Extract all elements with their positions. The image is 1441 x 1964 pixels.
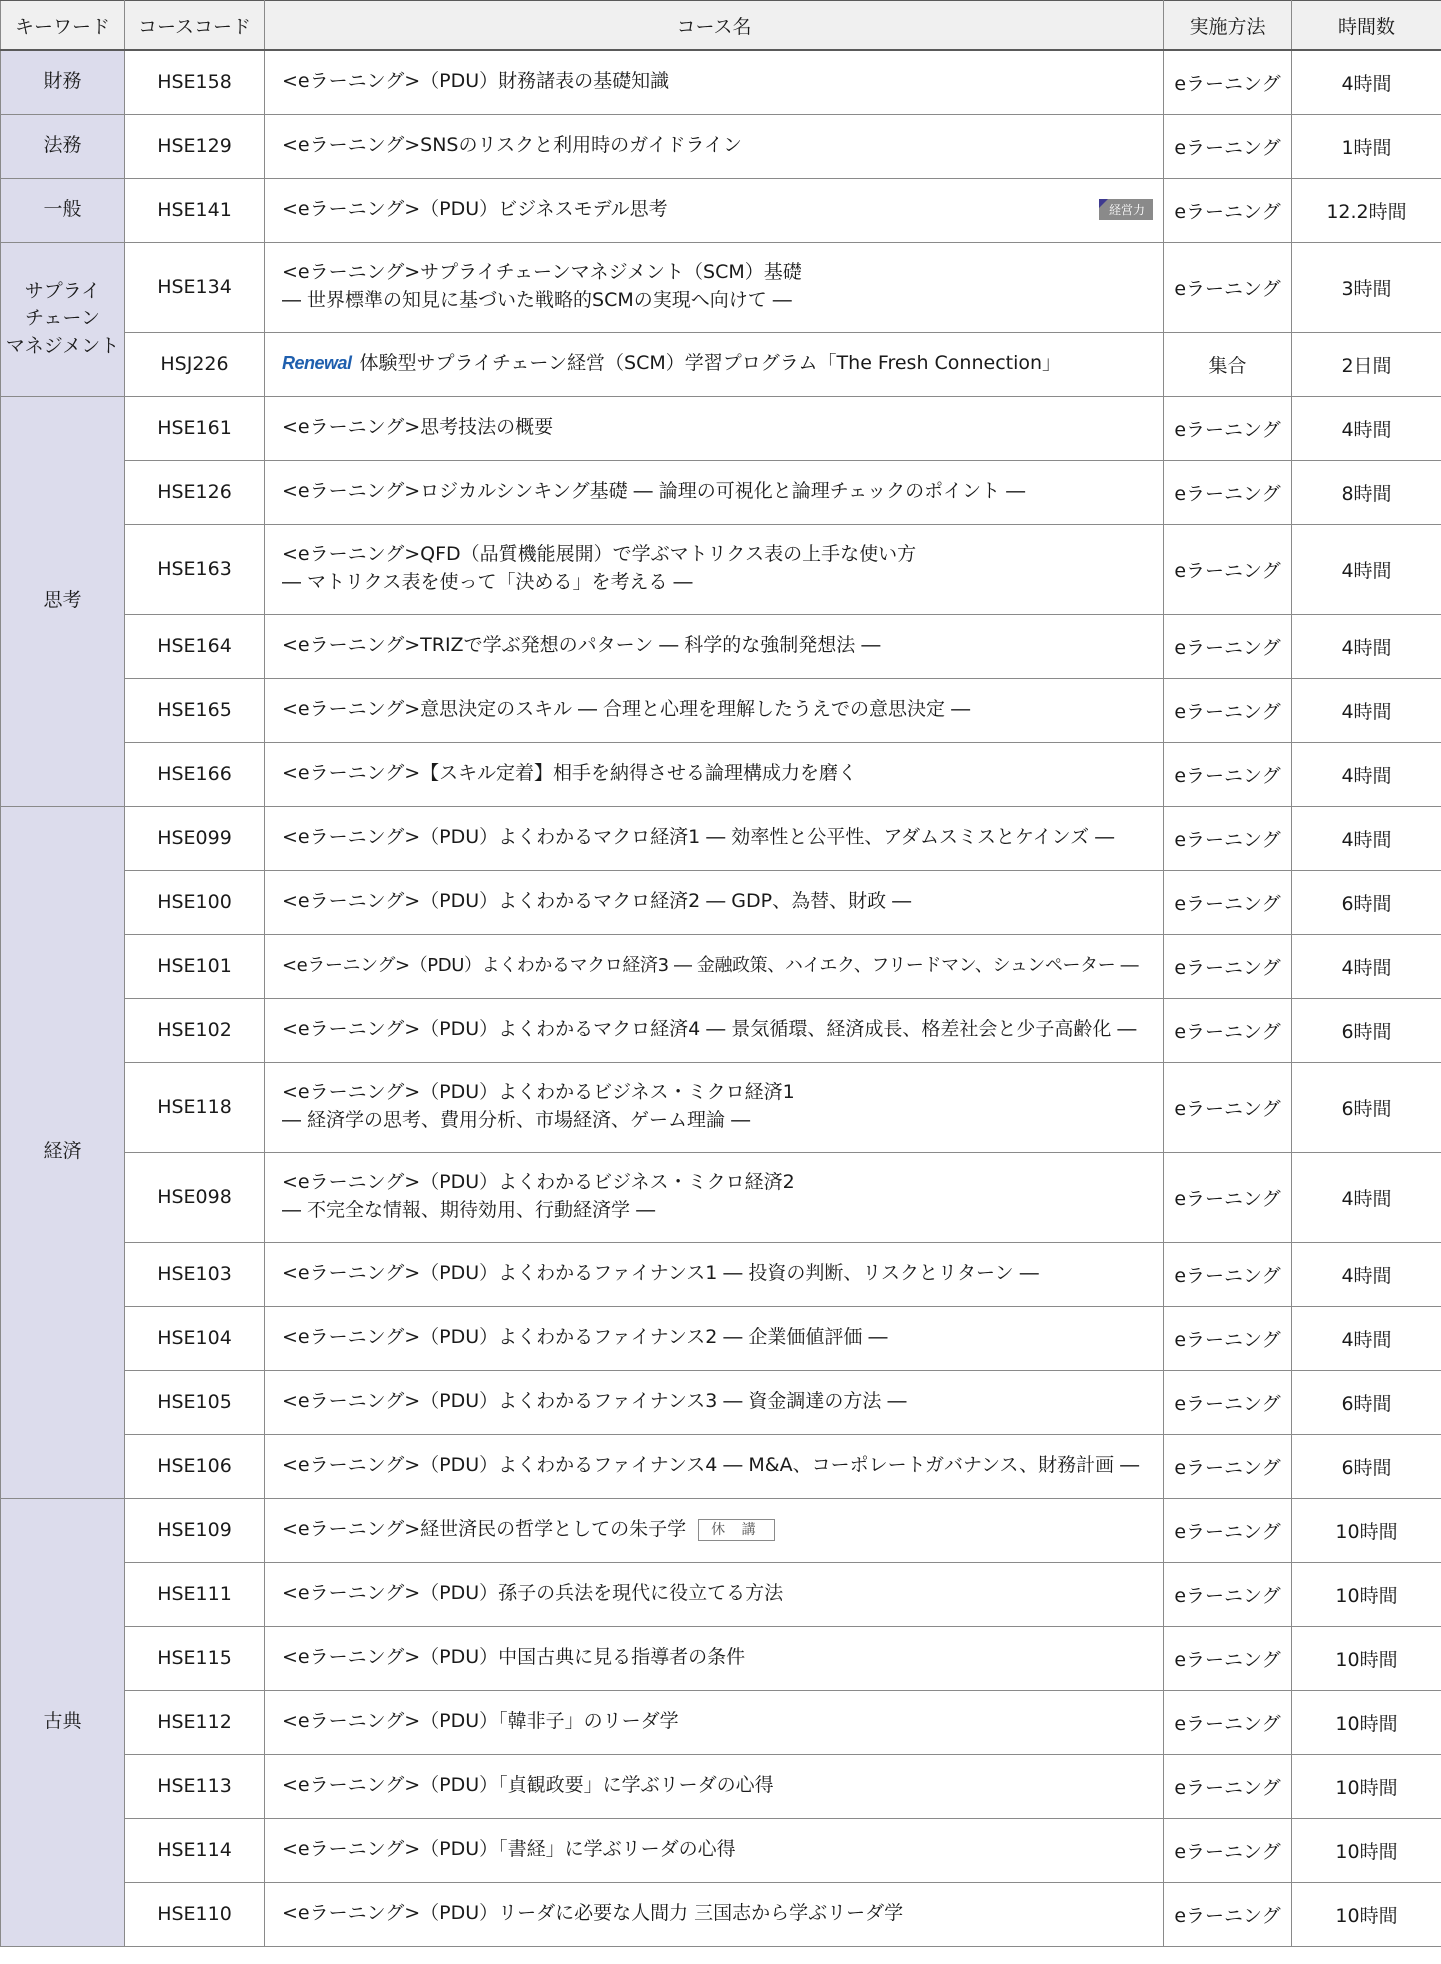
course-method: eラーニング bbox=[1164, 242, 1292, 332]
table-row bbox=[1, 1562, 1441, 1626]
keyword-cell: 財務 bbox=[1, 50, 125, 114]
course-code: HSE163 bbox=[125, 524, 265, 614]
course-code: HSE109 bbox=[125, 1498, 265, 1562]
course-name: <eラーニング>SNSのリスクと利用時のガイドライン bbox=[265, 114, 1164, 178]
table-row bbox=[1, 50, 1441, 114]
course-method: eラーニング bbox=[1164, 998, 1292, 1062]
course-name: <eラーニング>（PDU）よくわかるビジネス・ミクロ経済1 bbox=[282, 1081, 795, 1104]
course-method: eラーニング bbox=[1164, 1626, 1292, 1690]
course-hours: 12.2時間 bbox=[1292, 178, 1441, 242]
course-name: <eラーニング>（PDU）財務諸表の基礎知識 bbox=[265, 50, 1164, 114]
table-row bbox=[1, 1152, 1441, 1242]
course-hours: 10時間 bbox=[1292, 1818, 1441, 1882]
keyword-cell: 一般 bbox=[1, 178, 125, 242]
course-method: eラーニング bbox=[1164, 742, 1292, 806]
course-name: <eラーニング>意思決定のスキル ― 合理と心理を理解したうえでの意思決定 ― bbox=[265, 678, 1164, 742]
course-subtitle: ― 世界標準の知見に基づいた戦略的SCMの実現へ向けて ― bbox=[282, 289, 792, 311]
course-code: HSE106 bbox=[125, 1434, 265, 1498]
course-code: HSE103 bbox=[125, 1242, 265, 1306]
course-name-cell bbox=[265, 1062, 1164, 1152]
course-name: <eラーニング>（PDU）よくわかるマクロ経済1 ― 効率性と公平性、アダムスミスとケインズ ― bbox=[265, 806, 1164, 870]
course-hours: 6時間 bbox=[1292, 870, 1441, 934]
keieiryoku-badge: 経営力 bbox=[1099, 199, 1153, 220]
course-hours: 6時間 bbox=[1292, 1434, 1441, 1498]
table-row bbox=[1, 614, 1441, 678]
course-code: HSE141 bbox=[125, 178, 265, 242]
course-code: HSE166 bbox=[125, 742, 265, 806]
course-name-cell bbox=[265, 524, 1164, 614]
keyword-cell: 思考 bbox=[1, 396, 125, 806]
course-method: eラーニング bbox=[1164, 178, 1292, 242]
course-method: eラーニング bbox=[1164, 1152, 1292, 1242]
header-row bbox=[1, 1, 1441, 51]
course-method: eラーニング bbox=[1164, 1818, 1292, 1882]
course-method: eラーニング bbox=[1164, 1754, 1292, 1818]
course-method: eラーニング bbox=[1164, 678, 1292, 742]
header-hours: 時間数 bbox=[1292, 1, 1441, 51]
course-method: eラーニング bbox=[1164, 806, 1292, 870]
course-code: HSE102 bbox=[125, 998, 265, 1062]
course-method: eラーニング bbox=[1164, 114, 1292, 178]
keyword-cell: 古典 bbox=[1, 1498, 125, 1946]
course-method: eラーニング bbox=[1164, 1242, 1292, 1306]
course-name: <eラーニング>（PDU）「貞観政要」に学ぶリーダの心得 bbox=[265, 1754, 1164, 1818]
course-code: HSE164 bbox=[125, 614, 265, 678]
course-code: HSE165 bbox=[125, 678, 265, 742]
table-row bbox=[1, 242, 1441, 332]
course-name: 体験型サプライチェーン経営（SCM）学習プログラム「The Fresh Connection」 bbox=[359, 352, 1062, 375]
keyword-cell: 経済 bbox=[1, 806, 125, 1498]
course-method: eラーニング bbox=[1164, 1370, 1292, 1434]
header-method: 実施方法 bbox=[1164, 1, 1292, 51]
course-method: eラーニング bbox=[1164, 1434, 1292, 1498]
course-code: HSE158 bbox=[125, 50, 265, 114]
course-hours: 1時間 bbox=[1292, 114, 1441, 178]
table-row bbox=[1, 678, 1441, 742]
course-hours: 10時間 bbox=[1292, 1754, 1441, 1818]
course-name: <eラーニング>（PDU）中国古典に見る指導者の条件 bbox=[265, 1626, 1164, 1690]
table-row bbox=[1, 998, 1441, 1062]
course-code: HSE129 bbox=[125, 114, 265, 178]
course-hours: 10時間 bbox=[1292, 1498, 1441, 1562]
header-keyword: キーワード bbox=[1, 1, 125, 51]
course-hours: 6時間 bbox=[1292, 1062, 1441, 1152]
course-code: HSJ226 bbox=[125, 332, 265, 396]
table-row bbox=[1, 1242, 1441, 1306]
course-code: HSE098 bbox=[125, 1152, 265, 1242]
course-code: HSE134 bbox=[125, 242, 265, 332]
course-hours: 4時間 bbox=[1292, 396, 1441, 460]
course-name: <eラーニング>（PDU）よくわかるファイナンス2 ― 企業価値評価 ― bbox=[265, 1306, 1164, 1370]
course-name: <eラーニング>（PDU）よくわかるビジネス・ミクロ経済2 bbox=[282, 1171, 795, 1194]
course-name: <eラーニング>（PDU）よくわかるマクロ経済2 ― GDP、為替、財政 ― bbox=[265, 870, 1164, 934]
course-code: HSE118 bbox=[125, 1062, 265, 1152]
course-hours: 10時間 bbox=[1292, 1690, 1441, 1754]
table-row bbox=[1, 178, 1441, 242]
course-code: HSE101 bbox=[125, 934, 265, 998]
kyuukou-badge: 休 講 bbox=[698, 1519, 774, 1541]
course-name: <eラーニング>サプライチェーンマネジメント（SCM）基礎 bbox=[282, 261, 802, 284]
table-row bbox=[1, 742, 1441, 806]
course-method: eラーニング bbox=[1164, 1690, 1292, 1754]
course-hours: 4時間 bbox=[1292, 678, 1441, 742]
course-name: <eラーニング>思考技法の概要 bbox=[265, 396, 1164, 460]
table-row bbox=[1, 1882, 1441, 1946]
course-code: HSE114 bbox=[125, 1818, 265, 1882]
course-method: eラーニング bbox=[1164, 1498, 1292, 1562]
keyword-cell: 法務 bbox=[1, 114, 125, 178]
table-row bbox=[1, 1434, 1441, 1498]
course-method: eラーニング bbox=[1164, 1882, 1292, 1946]
keyword-cell: サプライ チェーン マネジメント bbox=[1, 242, 125, 396]
course-hours: 8時間 bbox=[1292, 460, 1441, 524]
course-method: eラーニング bbox=[1164, 460, 1292, 524]
table-header bbox=[1, 1, 1441, 51]
course-hours: 4時間 bbox=[1292, 742, 1441, 806]
course-hours: 4時間 bbox=[1292, 50, 1441, 114]
course-hours: 4時間 bbox=[1292, 1306, 1441, 1370]
table-row bbox=[1, 1690, 1441, 1754]
course-subtitle: ― 経済学の思考、費用分析、市場経済、ゲーム理論 ― bbox=[282, 1109, 751, 1131]
course-hours: 3時間 bbox=[1292, 242, 1441, 332]
header-course-name: コース名 bbox=[265, 1, 1164, 51]
course-subtitle: ― マトリクス表を使って「決める」を考える ― bbox=[282, 571, 693, 593]
course-name: <eラーニング>（PDU）よくわかるファイナンス4 ― M&A、コーポレートガバナンス、財務計画 ― bbox=[265, 1434, 1164, 1498]
course-name-cell bbox=[265, 332, 1164, 396]
course-method: eラーニング bbox=[1164, 396, 1292, 460]
course-name-cell bbox=[265, 1152, 1164, 1242]
table-row bbox=[1, 114, 1441, 178]
table-row bbox=[1, 1370, 1441, 1434]
table-row bbox=[1, 524, 1441, 614]
course-name: <eラーニング>【スキル定着】相手を納得させる論理構成力を磨く bbox=[265, 742, 1164, 806]
table-row bbox=[1, 1818, 1441, 1882]
course-hours: 4時間 bbox=[1292, 806, 1441, 870]
table-row bbox=[1, 870, 1441, 934]
course-method: eラーニング bbox=[1164, 524, 1292, 614]
course-method: eラーニング bbox=[1164, 1562, 1292, 1626]
course-code: HSE161 bbox=[125, 396, 265, 460]
course-method: eラーニング bbox=[1164, 870, 1292, 934]
course-method: eラーニング bbox=[1164, 934, 1292, 998]
table-row bbox=[1, 396, 1441, 460]
course-name: <eラーニング>（PDU）ビジネスモデル思考 bbox=[282, 198, 668, 221]
course-name: <eラーニング>（PDU）よくわかるファイナンス3 ― 資金調達の方法 ― bbox=[265, 1370, 1164, 1434]
course-name: <eラーニング>（PDU）よくわかるファイナンス1 ― 投資の判断、リスクとリターン ― bbox=[265, 1242, 1164, 1306]
course-code: HSE110 bbox=[125, 1882, 265, 1946]
course-hours: 10時間 bbox=[1292, 1562, 1441, 1626]
course-name-cell bbox=[265, 178, 1164, 242]
course-name: <eラーニング>TRIZで学ぶ発想のパターン ― 科学的な強制発想法 ― bbox=[265, 614, 1164, 678]
course-name: <eラーニング>（PDU）「書経」に学ぶリーダの心得 bbox=[265, 1818, 1164, 1882]
course-hours: 6時間 bbox=[1292, 1370, 1441, 1434]
course-code: HSE104 bbox=[125, 1306, 265, 1370]
course-name: <eラーニング>（PDU）「韓非子」のリーダ学 bbox=[265, 1690, 1164, 1754]
course-name: <eラーニング>経世済民の哲学としての朱子学 bbox=[282, 1518, 687, 1541]
course-name: <eラーニング>（PDU）よくわかるマクロ経済3 ― 金融政策、ハイエク、フリードマン、シュンペーター ― bbox=[265, 934, 1164, 998]
course-name: <eラーニング>（PDU）よくわかるマクロ経済4 ― 景気循環、経済成長、格差社会と少子高齢化 ― bbox=[265, 998, 1164, 1062]
course-code: HSE115 bbox=[125, 1626, 265, 1690]
course-hours: 10時間 bbox=[1292, 1882, 1441, 1946]
table-row bbox=[1, 460, 1441, 524]
course-name: <eラーニング>（PDU）リーダに必要な人間力 三国志から学ぶリーダ学 bbox=[265, 1882, 1164, 1946]
course-hours: 10時間 bbox=[1292, 1626, 1441, 1690]
course-hours: 6時間 bbox=[1292, 998, 1441, 1062]
renewal-label: Renewal bbox=[282, 353, 352, 374]
course-name: <eラーニング>QFD（品質機能展開）で学ぶマトリクス表の上手な使い方 bbox=[282, 543, 917, 566]
header-course-code: コースコード bbox=[125, 1, 265, 51]
course-name: <eラーニング>ロジカルシンキング基礎 ― 論理の可視化と論理チェックのポイント ― bbox=[265, 460, 1164, 524]
course-hours: 4時間 bbox=[1292, 934, 1441, 998]
course-method: 集合 bbox=[1164, 332, 1292, 396]
course-hours: 4時間 bbox=[1292, 614, 1441, 678]
table-row bbox=[1, 1754, 1441, 1818]
course-hours: 4時間 bbox=[1292, 524, 1441, 614]
course-name: <eラーニング>（PDU）孫子の兵法を現代に役立てる方法 bbox=[265, 1562, 1164, 1626]
course-code: HSE100 bbox=[125, 870, 265, 934]
course-hours: 4時間 bbox=[1292, 1152, 1441, 1242]
course-hours: 4時間 bbox=[1292, 1242, 1441, 1306]
table-row bbox=[1, 1498, 1441, 1562]
table-row bbox=[1, 332, 1441, 396]
course-subtitle: ― 不完全な情報、期待効用、行動経済学 ― bbox=[282, 1199, 656, 1221]
course-code: HSE112 bbox=[125, 1690, 265, 1754]
table-row bbox=[1, 1062, 1441, 1152]
course-method: eラーニング bbox=[1164, 1306, 1292, 1370]
course-code: HSE099 bbox=[125, 806, 265, 870]
course-hours: 2日間 bbox=[1292, 332, 1441, 396]
course-name-cell bbox=[265, 242, 1164, 332]
course-method: eラーニング bbox=[1164, 50, 1292, 114]
course-name-cell bbox=[265, 1498, 1164, 1562]
table-row bbox=[1, 1626, 1441, 1690]
course-code: HSE113 bbox=[125, 1754, 265, 1818]
course-code: HSE126 bbox=[125, 460, 265, 524]
course-code: HSE111 bbox=[125, 1562, 265, 1626]
course-method: eラーニング bbox=[1164, 1062, 1292, 1152]
course-method: eラーニング bbox=[1164, 614, 1292, 678]
table-row bbox=[1, 1306, 1441, 1370]
table-row bbox=[1, 934, 1441, 998]
table-row bbox=[1, 806, 1441, 870]
course-code: HSE105 bbox=[125, 1370, 265, 1434]
